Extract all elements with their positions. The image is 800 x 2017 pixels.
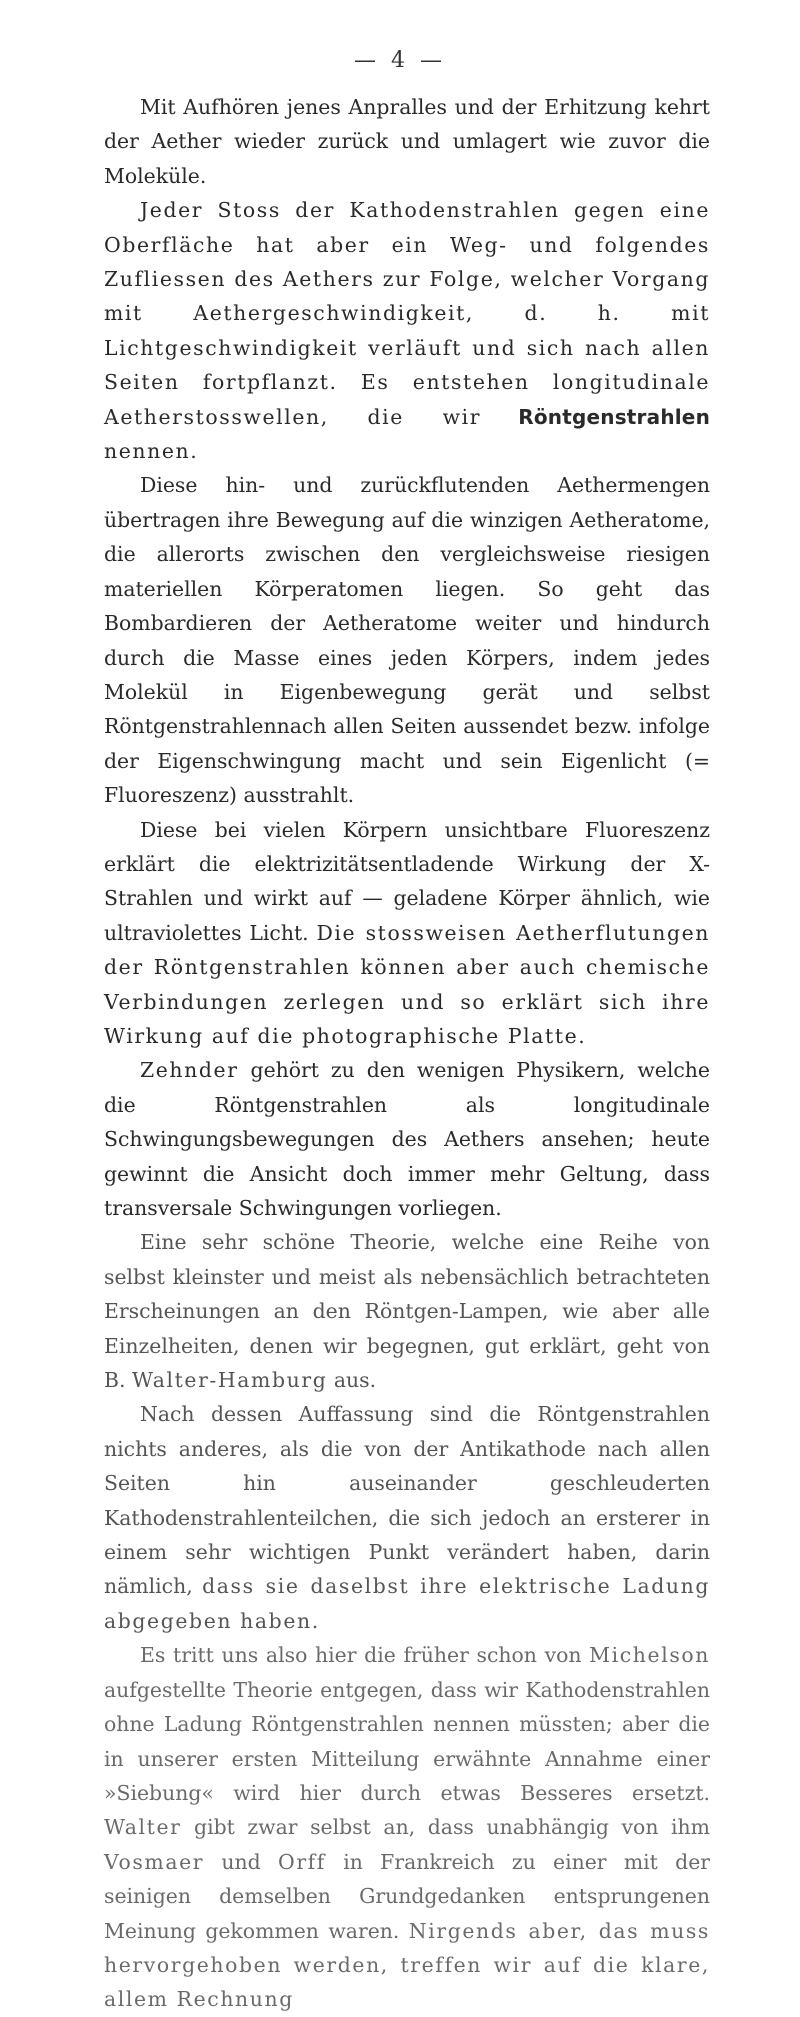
- paragraph-7-spaced-text: dass sie daselbst ihre elektrische Ladung abgegeben haben.: [104, 1574, 710, 1633]
- paragraph-5: [104, 1053, 710, 1225]
- paragraph-6-text: Eine sehr schöne Theorie, welche eine Reihe von selbst kleinster und meist als nebensächlich betrachteten Erscheinungen an den Röntgen-Lampen, wie aber alle Einzelheiten, denen wir begegnen, gut erklärt, geht von B.: [104, 1230, 710, 1393]
- paragraph-1: [104, 90, 710, 193]
- paragraph-4-spaced-text: Die stossweisen Aetherflutungen der Röntgenstrahlen können aber auch chemische Verbindungen zerlegen und so erklärt sich ihre Wirkung auf die photographische Platte.: [104, 920, 710, 1048]
- paragraph-4-text: Diese bei vielen Körpern unsichtbare Fluoreszenz erklärt die elektrizitätsentladende Wirkung der X-Strahlen und wirkt auf — geladene Körper ähnlich, wie ultraviolettes Licht.: [104, 817, 710, 945]
- paragraph-8-mid-2: gibt zwar selbst an, dass unabhängig von ihm: [194, 1815, 710, 1840]
- paragraph-4: [104, 813, 710, 1054]
- paragraph-1-text: Mit Aufhören jenes Anpralles und der Erhitzung kehrt der Aether wieder zurück und umlagert wie zuvor die Moleküle.: [104, 95, 710, 188]
- paragraph-8: [104, 1638, 710, 2016]
- paragraph-2: [104, 193, 710, 468]
- paragraph-2-spaced-text: Jeder Stoss der Kathodenstrahlen gegen eine Oberfläche hat aber ein Weg- und folgendes Zufliessen des Aethers zur Folge, welcher Vorgang mit Aethergeschwindigkeit, d. h. mit Lichtgeschwindigkeit verläuft und sich nach allen Seiten fortpflanzt. Es entstehen longitudinale Aetherstosswellen, die wir: [104, 198, 710, 429]
- paragraph-8-mid-1: aufgestellte Theorie entgegen, dass wir Kathodenstrahlen ohne Ladung Röntgenstrahlen nennen müssten; aber die in unserer ersten Mitteilung erwähnte Annahme einer »Siebung« wird hier durch etwas Besseres ersetzt.: [104, 1677, 710, 1805]
- body-text: [104, 90, 710, 2017]
- name-orff: Orff: [278, 1849, 326, 1874]
- name-walter-hamburg: Walter-Hamburg: [131, 1368, 328, 1393]
- paragraph-2-end: nennen.: [104, 439, 199, 464]
- paragraph-6-end: aus.: [333, 1368, 377, 1393]
- name-zehnder: Zehnder: [140, 1058, 239, 1083]
- paragraph-3-text: Diese hin- und zurückflutenden Aethermengen übertragen ihre Bewegung auf die winzigen Aetheratome, die allerorts zwischen den vergleichsweise riesigen materiellen Körperatomen liegen. So geht das Bombardieren der Aetheratome weiter und hindurch durch die Masse eines jeden Körpers, indem jedes Molekül in Eigenbewegung gerät und selbst Röntgenstrahlennach allen Seiten aussendet bezw. infolge der Eigenschwingung macht und sein Eigenlicht (= Fluoreszenz) ausstrahlt.: [104, 473, 710, 808]
- name-vosmaer: Vosmaer: [104, 1849, 205, 1874]
- paragraph-8-mid-3: in Frankreich zu einer mit der seinigen demselben Grundgedanken entsprungenen Meinung gekommen waren.: [104, 1849, 711, 1943]
- name-michelson: Michelson: [589, 1643, 710, 1668]
- paragraph-7: [104, 1397, 710, 1638]
- page-number: — 4 —: [354, 48, 446, 73]
- term-roentgenstrahlen: Röntgenstrahlen: [518, 404, 711, 429]
- paragraph-8-spaced-text: Nirgends aber, das muss hervorgehoben werden, treffen wir auf die klare, allem Rechnung: [104, 1918, 710, 2012]
- paragraph-3: [104, 468, 710, 812]
- name-walter: Walter: [104, 1815, 182, 1840]
- paragraph-6: [104, 1225, 710, 1397]
- paragraph-5-text: gehört zu den wenigen Physikern, welche die Röntgenstrahlen als longitudinale Schwingungsbewegungen des Aethers ansehen; heute gewinnt die Ansicht doch immer mehr Geltung, dass transversale Schwingungen vorliegen.: [104, 1058, 710, 1220]
- paragraph-8-and: und: [221, 1849, 261, 1874]
- paragraph-7-text: Nach dessen Auffassung sind die Röntgenstrahlen nichts anderes, als die von der Antikathode nach allen Seiten hin auseinander geschleuderten Kathodenstrahlenteilchen, die sich jedoch an ersterer in einem sehr wichtigen Punkt verändert haben, darin nämlich,: [104, 1402, 710, 1599]
- paragraph-8-start: Es tritt uns also hier die früher schon von: [140, 1643, 582, 1668]
